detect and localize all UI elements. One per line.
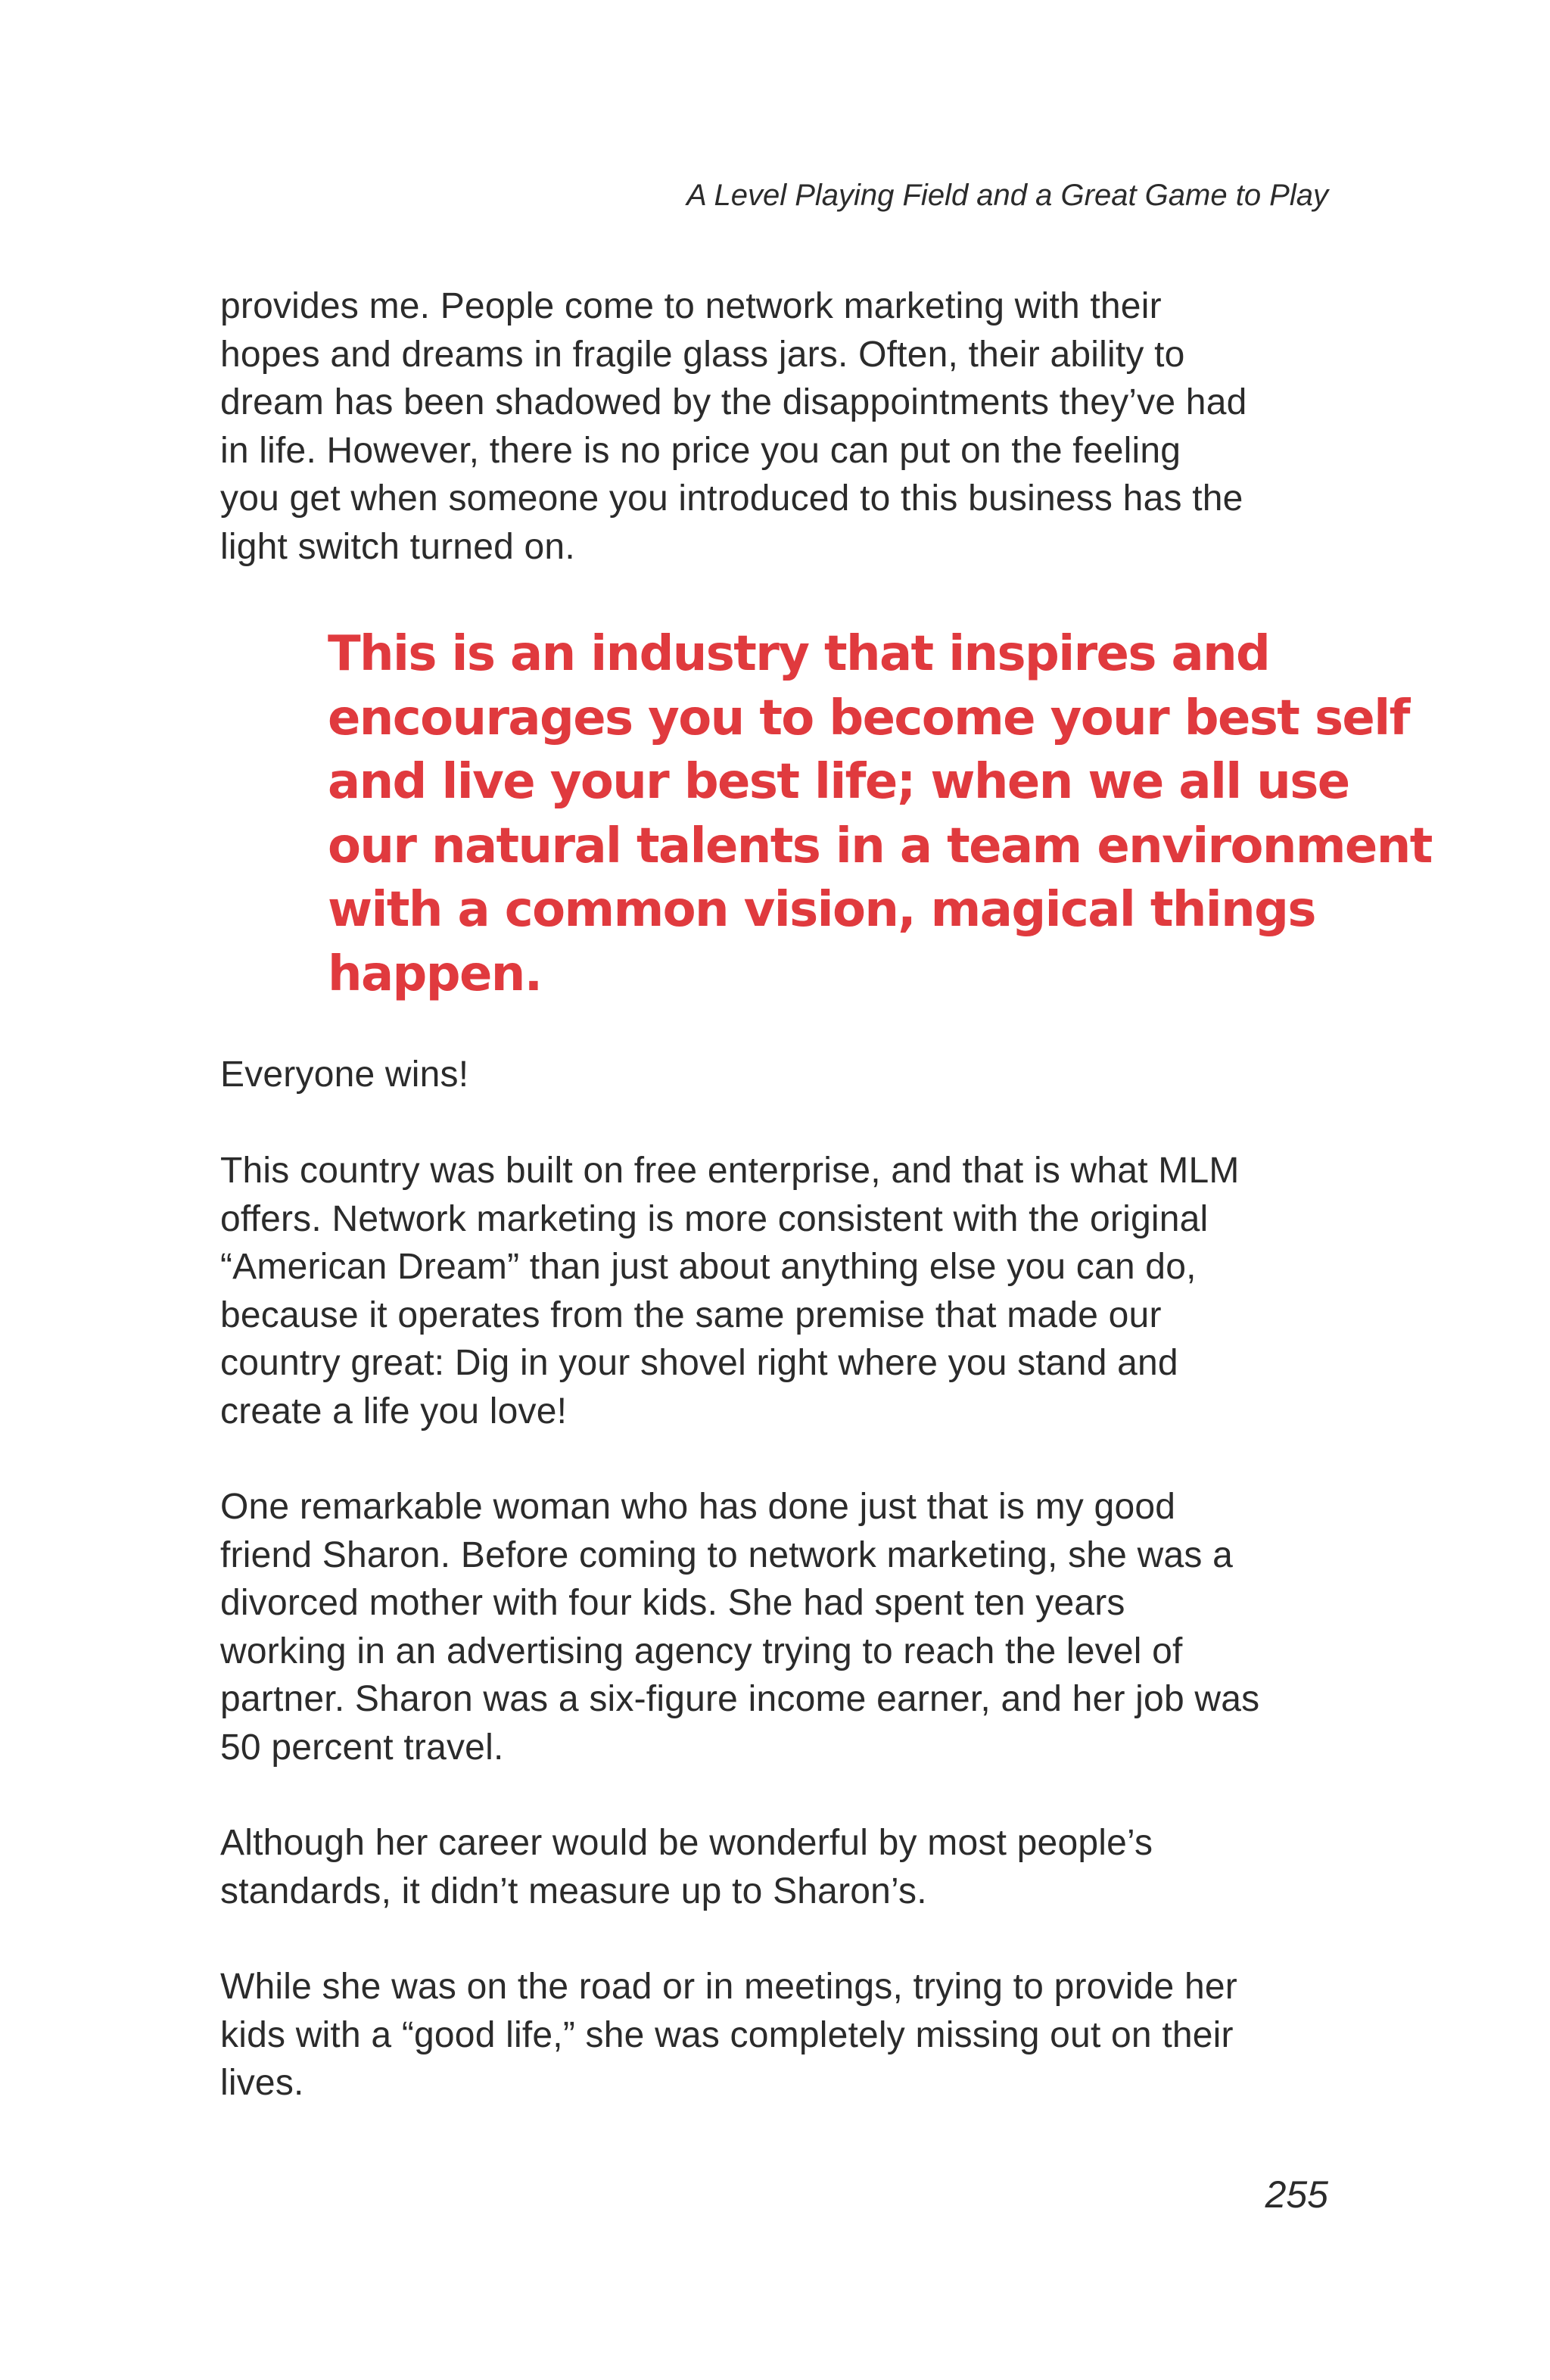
paragraph-1: [220, 282, 1333, 571]
text-line: hopes and dreams in fragile glass jars. Often, their ability to: [220, 334, 1185, 375]
text-line: “American Dream” than just about anything else you can do,: [220, 1247, 1197, 1287]
text-line: in life. However, there is no price you can put on the feeling: [220, 430, 1181, 471]
paragraph-3: [220, 1147, 1333, 1435]
text-line: lives.: [220, 2063, 304, 2103]
text-line: light switch turned on.: [220, 526, 575, 567]
text-line: country great: Dig in your shovel right where you stand and: [220, 1343, 1178, 1383]
page-number: 255: [1265, 2173, 1328, 2216]
text-line: One remarkable woman who has done just that is my good: [220, 1487, 1176, 1527]
paragraph-5: [220, 1819, 1333, 1915]
text-line: partner. Sharon was a six-figure income earner, and her job was: [220, 1679, 1260, 1719]
text-line: standards, it didn’t measure up to Sharon’s.: [220, 1871, 927, 1911]
text-line: Although her career would be wonderful by most people’s: [220, 1823, 1153, 1863]
pull-quote-line: happen.: [328, 945, 542, 1002]
text-line: you get when someone you introduced to this business has the: [220, 478, 1243, 519]
text-line: dream has been shadowed by the disappointments they’ve had: [220, 382, 1247, 422]
pull-quote-line: with a common vision, magical things: [328, 882, 1315, 938]
text-line: create a life you love!: [220, 1391, 568, 1431]
paragraph-6: [220, 1963, 1333, 2107]
text-line: kids with a “good life,” she was completely missing out on their: [220, 2014, 1234, 2055]
paragraph-4: [220, 1483, 1333, 1771]
pull-quote-line: our natural talents in a team environment: [328, 818, 1432, 874]
running-header: A Level Playing Field and a Great Game to Play: [686, 179, 1328, 212]
pull-quote-line: and live your best life; when we all use: [328, 754, 1349, 810]
text-line: divorced mother with four kids. She had spent ten years: [220, 1583, 1125, 1623]
text-line: 50 percent travel.: [220, 1727, 504, 1768]
pull-quote-line: encourages you to become your best self: [328, 690, 1409, 746]
text-line: While she was on the road or in meetings, trying to provide her: [220, 1967, 1237, 2007]
text-line: working in an advertising agency trying to reach the level of: [220, 1631, 1183, 1671]
text-line: friend Sharon. Before coming to network marketing, she was a: [220, 1534, 1233, 1575]
text-line: This country was built on free enterprise, and that is what MLM: [220, 1151, 1240, 1191]
pull-quote: [328, 622, 1432, 1006]
text-line: because it operates from the same premise that made our: [220, 1294, 1162, 1335]
paragraph-2: [220, 1051, 1333, 1099]
text-line: provides me. People come to network marketing with their: [220, 286, 1162, 326]
text-line: Everyone wins!: [220, 1054, 469, 1095]
pull-quote-line: This is an industry that inspires and: [328, 626, 1270, 682]
text-line: offers. Network marketing is more consistent with the original: [220, 1198, 1209, 1239]
